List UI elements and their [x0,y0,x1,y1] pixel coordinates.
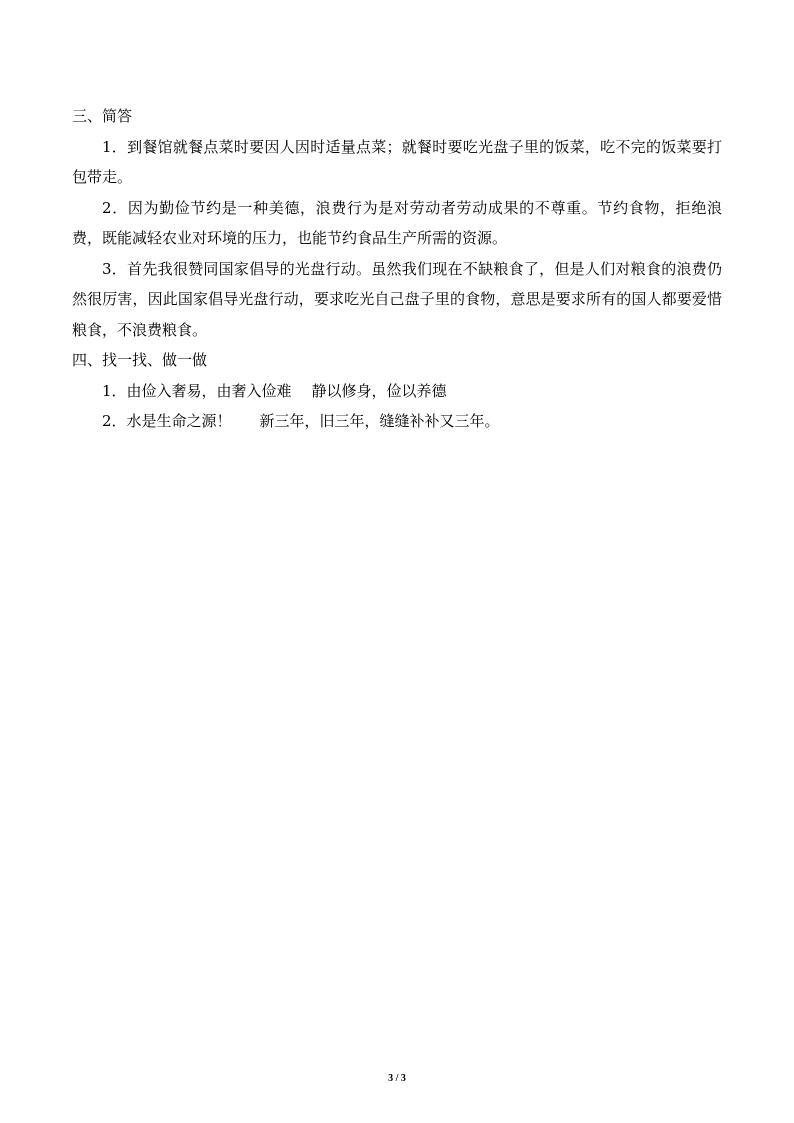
section-heading-find-and-do: 四、找一找、做一做 [72,351,208,369]
find-item-2-slogan: 2．水是生命之源！ [102,412,232,430]
page-number: 3 / 3 [388,1073,406,1084]
answer-paragraph-2: 2．因为勤俭节约是一种美德，浪费行为是对劳动者劳动成果的不尊重。节约食物，拒绝浪费，既能减轻农业对环境的压力，也能节约食品生产所需的资源。 [72,198,722,247]
section-heading-short-answer: 三、简答 [72,107,133,125]
document-content [72,101,722,437]
find-item-1-motto: 静以修身，俭以养德 [311,381,447,400]
find-item-1 [72,376,722,407]
answer-paragraph-3: 3．首先我很赞同国家倡导的光盘行动。虽然我们现在不缺粮食了，但是人们对粮食的浪费仍然很厉害，因此国家倡导光盘行动，要求吃光自己盘子里的食物，意思是要求所有的国人都要爱惜粮食，不浪费粮食。 [72,259,722,339]
find-item-2-saying: 新三年，旧三年，缝缝补补又三年。 [259,412,500,430]
find-item-2 [72,406,722,437]
find-item-1-proverb: 1．由俭入奢易，由奢入俭难 [102,381,292,400]
answer-paragraph-1: 1．到餐馆就餐点菜时要因人因时适量点菜；就餐时要吃光盘子里的饭菜，吃不完的饭菜要打包带走。 [72,137,722,186]
